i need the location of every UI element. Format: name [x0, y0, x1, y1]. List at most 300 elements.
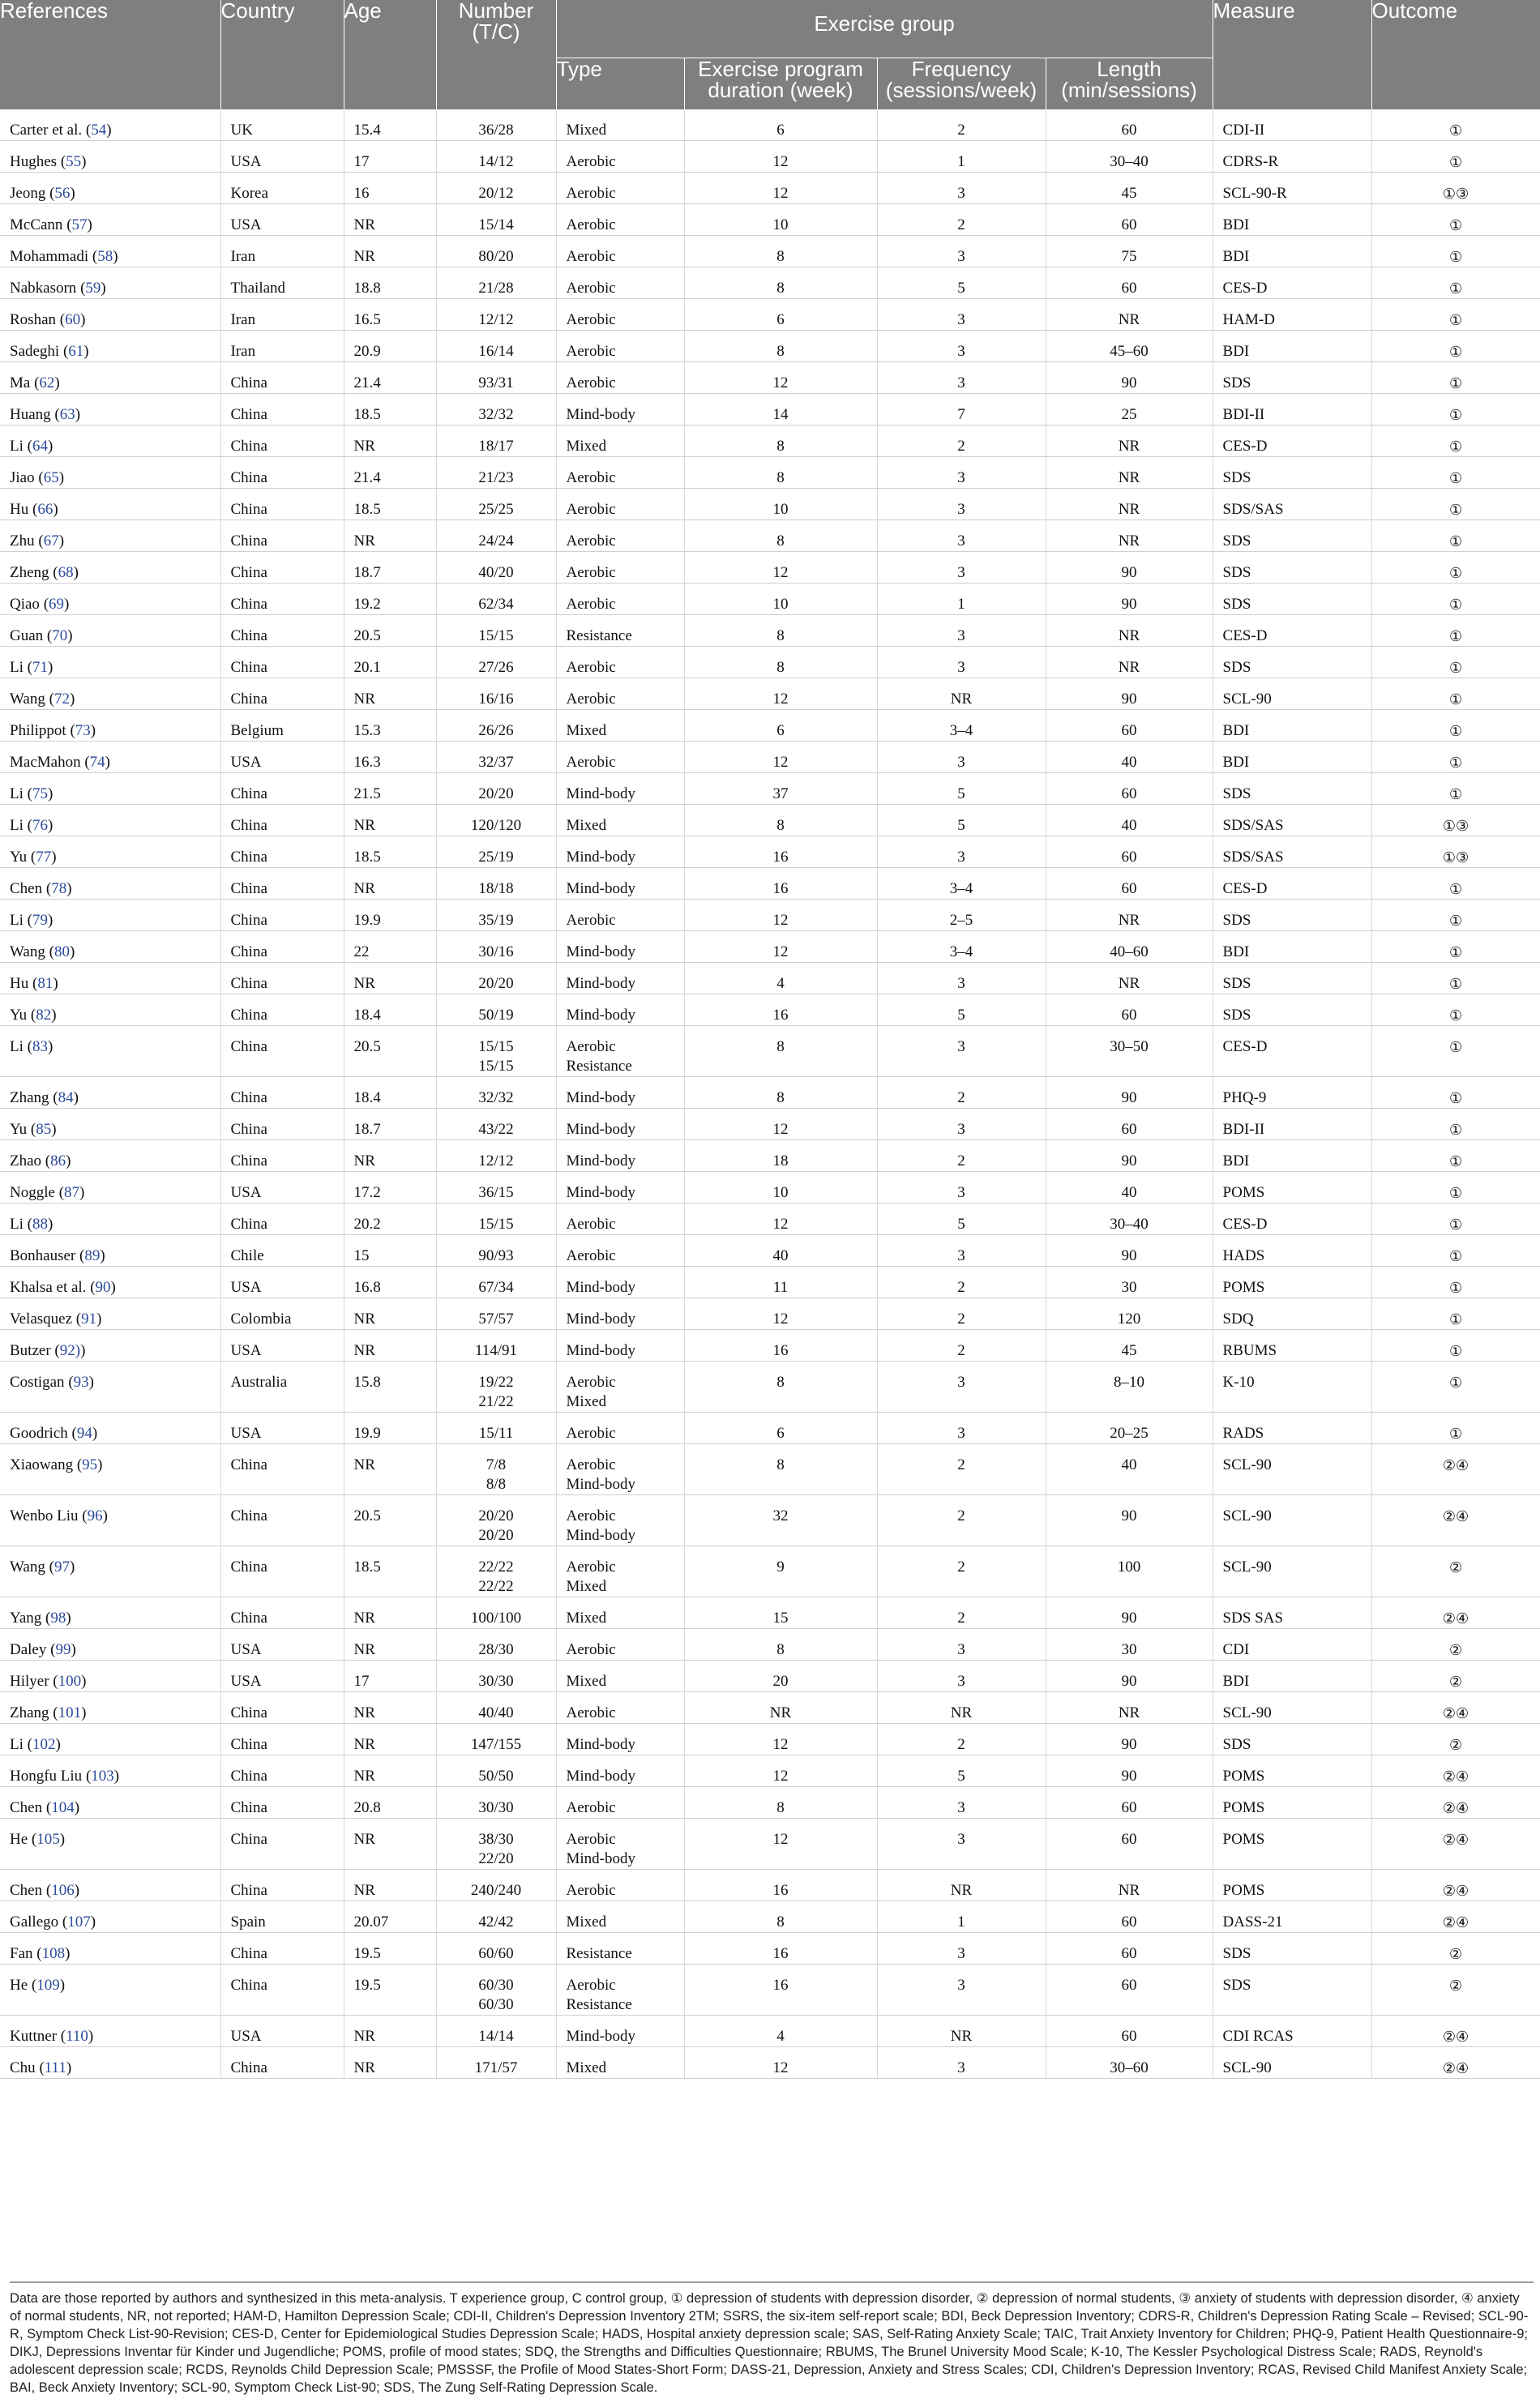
cell-measure: SCL-90: [1213, 2047, 1371, 2079]
cell-frequency: 2: [877, 1597, 1046, 1629]
cell-author: Goodrich: [10, 1425, 68, 1442]
cell-duration: 4: [684, 963, 877, 994]
cell-frequency: 3: [877, 742, 1046, 773]
cell-outcome: ①③: [1371, 805, 1540, 836]
cell-age: NR: [344, 1298, 436, 1330]
citation-link[interactable]: 63: [59, 406, 75, 423]
cell-measure: CDI: [1213, 1629, 1371, 1661]
cell-number: 120/120: [436, 805, 556, 836]
citation-link[interactable]: 56: [54, 185, 71, 202]
cell-frequency: 2: [877, 1140, 1046, 1172]
citation-link[interactable]: 88: [32, 1216, 48, 1233]
table-row: [0, 457, 1540, 489]
cell-measure: SDS: [1213, 1724, 1371, 1755]
cell-age: 15: [344, 1235, 436, 1267]
cell-duration: 12: [684, 742, 877, 773]
cell-measure: CES-D: [1213, 615, 1371, 647]
cell-age: NR: [344, 1330, 436, 1362]
cell-age: 16.5: [344, 299, 436, 331]
cell-length: NR: [1046, 457, 1213, 489]
cell-type: Mixed: [556, 2047, 684, 2079]
citation-link[interactable]: 61: [68, 343, 84, 360]
cell-country: China: [220, 552, 344, 584]
cell-measure: SDS/SAS: [1213, 836, 1371, 868]
citation-link[interactable]: 108: [41, 1945, 66, 1962]
cell-author: Zhang: [10, 1704, 49, 1721]
cell-duration: 12: [684, 1755, 877, 1787]
cell-outcome: ①: [1371, 1330, 1540, 1362]
cell-type: Mixed: [556, 109, 684, 141]
citation-link[interactable]: 98: [50, 1610, 66, 1627]
cell-duration: 14: [684, 394, 877, 425]
cell-length: 60: [1046, 836, 1213, 868]
cell-age: NR: [344, 868, 436, 900]
cell-number: 30/16: [436, 931, 556, 963]
citation-link[interactable]: 65: [43, 469, 59, 486]
citation-link[interactable]: 58: [97, 248, 113, 265]
cell-length: 30: [1046, 1629, 1213, 1661]
cell-reference: Costigan (93): [0, 1362, 220, 1413]
cell-measure: SDS SAS: [1213, 1597, 1371, 1629]
cell-measure: POMS: [1213, 1755, 1371, 1787]
cell-number: 35/19: [436, 900, 556, 931]
header-measure: Measure: [1213, 0, 1371, 109]
cell-number: 15/15: [436, 615, 556, 647]
citation-link[interactable]: 91: [81, 1311, 97, 1328]
citation-link[interactable]: 54: [91, 122, 107, 139]
citation-link[interactable]: 92): [59, 1342, 81, 1359]
cell-number: 57/57: [436, 1298, 556, 1330]
cell-age: NR: [344, 1629, 436, 1661]
cell-measure: RADS: [1213, 1413, 1371, 1444]
cell-measure: SDS: [1213, 362, 1371, 394]
table-row: [0, 1870, 1540, 1901]
table-row: [0, 520, 1540, 552]
citation-link[interactable]: 109: [36, 1977, 60, 1994]
cell-measure: SDS: [1213, 1933, 1371, 1965]
cell-number: 15/11: [436, 1413, 556, 1444]
header-number: Number (T/C): [436, 0, 556, 109]
cell-type: Mixed: [556, 1901, 684, 1933]
cell-author: Li: [10, 785, 24, 802]
cell-outcome: ②④: [1371, 1819, 1540, 1870]
cell-number: 22/22 22/22: [436, 1546, 556, 1597]
cell-number: 16/14: [436, 331, 556, 362]
cell-reference: Zhang (84): [0, 1077, 220, 1109]
cell-frequency: 3: [877, 489, 1046, 520]
citation-link[interactable]: 94: [76, 1425, 92, 1442]
cell-length: 90: [1046, 1597, 1213, 1629]
citation-link[interactable]: 81: [37, 975, 53, 992]
cell-measure: SDS: [1213, 900, 1371, 931]
cell-author: Yu: [10, 1007, 28, 1024]
cell-frequency: 3: [877, 1933, 1046, 1965]
cell-duration: 8: [684, 520, 877, 552]
cell-age: 16.3: [344, 742, 436, 773]
cell-age: 20.5: [344, 615, 436, 647]
citation-link[interactable]: 101: [58, 1704, 82, 1721]
cell-author: McCann: [10, 216, 63, 233]
cell-frequency: 2: [877, 425, 1046, 457]
cell-reference: Zheng (68): [0, 552, 220, 584]
table-row: [0, 1413, 1540, 1444]
citation-link[interactable]: 59: [85, 280, 101, 297]
citation-link[interactable]: 82: [36, 1007, 52, 1024]
cell-length: 40: [1046, 1172, 1213, 1204]
cell-duration: 12: [684, 1109, 877, 1140]
citation-link[interactable]: 69: [49, 596, 65, 613]
cell-measure: BDI: [1213, 710, 1371, 742]
cell-reference: Hu (66): [0, 489, 220, 520]
cell-outcome: ②④: [1371, 1597, 1540, 1629]
cell-number: 32/32: [436, 1077, 556, 1109]
citation-link[interactable]: 79: [32, 912, 48, 929]
cell-reference: Mohammadi (58): [0, 236, 220, 267]
cell-age: NR: [344, 2016, 436, 2047]
citation-link[interactable]: 99: [55, 1641, 71, 1658]
cell-frequency: 5: [877, 267, 1046, 299]
cell-number: 21/23: [436, 457, 556, 489]
cell-age: NR: [344, 1755, 436, 1787]
cell-author: MacMahon: [10, 754, 81, 771]
cell-length: 90: [1046, 1140, 1213, 1172]
cell-outcome: ②④: [1371, 1692, 1540, 1724]
citation-link[interactable]: 100: [58, 1673, 82, 1690]
citation-link[interactable]: 64: [32, 438, 48, 455]
table-row: [0, 1140, 1540, 1172]
cell-duration: 12: [684, 141, 877, 173]
citation-link[interactable]: 62: [39, 374, 55, 391]
cell-country: Iran: [220, 236, 344, 267]
cell-country: China: [220, 1204, 344, 1235]
citation-link[interactable]: 71: [32, 659, 48, 676]
cell-reference: Butzer (92)): [0, 1330, 220, 1362]
cell-length: 30–40: [1046, 1204, 1213, 1235]
cell-duration: NR: [684, 1692, 877, 1724]
cell-age: 18.5: [344, 489, 436, 520]
cell-outcome: ①: [1371, 204, 1540, 236]
cell-number: 60/30 60/30: [436, 1965, 556, 2016]
citation-link[interactable]: 105: [36, 1831, 60, 1848]
cell-author: Jiao: [10, 469, 35, 486]
cell-type: Aerobic Mind-body: [556, 1444, 684, 1495]
cell-number: 20/20 20/20: [436, 1495, 556, 1546]
cell-measure: SDQ: [1213, 1298, 1371, 1330]
cell-measure: RBUMS: [1213, 1330, 1371, 1362]
table-row: [0, 236, 1540, 267]
cell-number: 19/22 21/22: [436, 1362, 556, 1413]
citation-link[interactable]: 110: [66, 2028, 88, 2045]
cell-duration: 8: [684, 647, 877, 678]
cell-reference: Zhang (101): [0, 1692, 220, 1724]
cell-duration: 12: [684, 173, 877, 204]
cell-type: Aerobic: [556, 236, 684, 267]
cell-length: 60: [1046, 267, 1213, 299]
cell-age: 20.2: [344, 1204, 436, 1235]
cell-age: NR: [344, 204, 436, 236]
cell-reference: Chen (78): [0, 868, 220, 900]
cell-measure: SDS: [1213, 1965, 1371, 2016]
cell-age: 18.7: [344, 1109, 436, 1140]
cell-reference: Kuttner (110): [0, 2016, 220, 2047]
cell-measure: PHQ-9: [1213, 1077, 1371, 1109]
cell-age: 18.8: [344, 267, 436, 299]
cell-reference: Hu (81): [0, 963, 220, 994]
cell-measure: BDI-II: [1213, 394, 1371, 425]
table-row: [0, 773, 1540, 805]
cell-reference: Velasquez (91): [0, 1298, 220, 1330]
cell-measure: BDI: [1213, 1140, 1371, 1172]
cell-outcome: ①: [1371, 584, 1540, 615]
cell-outcome: ②: [1371, 1546, 1540, 1597]
citation-link[interactable]: 102: [32, 1736, 56, 1753]
cell-outcome: ①③: [1371, 173, 1540, 204]
cell-outcome: ①: [1371, 109, 1540, 141]
cell-author: Butzer: [10, 1342, 51, 1359]
cell-number: 30/30: [436, 1661, 556, 1692]
cell-reference: Wang (97): [0, 1546, 220, 1597]
cell-frequency: 3: [877, 331, 1046, 362]
footnote-text: Data are those reported by authors and synthesized in this meta-analysis. T experience group, C control group, ① depression of students with depression disorder, ② depression of normal students, ③ anxiety of students with depression disorder, ④ anxiety of normal students, NR, not reported; HAM-D, Hamilton Depression Scale; CDI-II, Children's Depression Inventory 2TM; SSRS, the six-item self-report scale; BDI, Beck Depression Inventory; CDRS-R, Children's Depression Rating Scale – Revised; SCL-90-R, Symptom Check List-90-Revision; CES-D, Center for Epidemiological Studies Depression Scale; HADS, Hospital anxiety depression scale; SAS, Self-Rating Anxiety Scale; TAIC, Trait Anxiety Inventory for Children; PHQ-9, Patient Health Questionnaire-9; DIKJ, Depressions Inventar für Kinder und Jugendliche; POMS, profile of mood states; SDQ, the Strengths and Difficulties Questionnaire; RBUMS, The Brunel University Mood Scale; K-10, The Kessler Psychological Distress Scale; RADS, Reynold's adolescent depression scale; RCDS, Reynolds Child Depression Scale; PMSSSF, the Profile of Mood States-Short Form; DASS-21, Depression, Anxiety and Stress Scales; CDI, Children's Depression Inventory; RCAS, Revised Child Manifest Anxiety Scale; BAI, Beck Anxiety Inventory; SCL-90, Symptom Check List-90; SDS, The Zung Self-Rating Depression Scale.: [10, 2291, 1529, 2395]
cell-type: Mind-body: [556, 2016, 684, 2047]
cell-country: USA: [220, 204, 344, 236]
cell-age: 20.5: [344, 1026, 436, 1077]
cell-outcome: ①: [1371, 647, 1540, 678]
cell-outcome: ①: [1371, 1204, 1540, 1235]
cell-number: 80/20: [436, 236, 556, 267]
cell-country: USA: [220, 1330, 344, 1362]
cell-frequency: 3: [877, 362, 1046, 394]
cell-duration: 8: [684, 615, 877, 647]
cell-number: 25/25: [436, 489, 556, 520]
cell-number: 240/240: [436, 1870, 556, 1901]
cell-type: Aerobic: [556, 299, 684, 331]
cell-outcome: ①: [1371, 678, 1540, 710]
citation-link[interactable]: 76: [32, 817, 48, 834]
cell-number: 20/20: [436, 963, 556, 994]
cell-type: Aerobic: [556, 552, 684, 584]
table-row: [0, 331, 1540, 362]
citation-link[interactable]: 72: [53, 691, 70, 708]
cell-frequency: 3: [877, 520, 1046, 552]
cell-age: 15.4: [344, 109, 436, 141]
cell-age: 20.07: [344, 1901, 436, 1933]
cell-country: China: [220, 1140, 344, 1172]
citation-link[interactable]: 97: [53, 1559, 70, 1576]
cell-measure: SDS: [1213, 552, 1371, 584]
citation-link[interactable]: 107: [67, 1913, 91, 1931]
cell-country: China: [220, 457, 344, 489]
cell-duration: 16: [684, 994, 877, 1026]
cell-age: 22: [344, 931, 436, 963]
table-row: [0, 1172, 1540, 1204]
cell-country: USA: [220, 1661, 344, 1692]
cell-author: Bonhauser: [10, 1247, 76, 1264]
citation-link[interactable]: 106: [51, 1882, 75, 1899]
cell-number: 38/30 22/20: [436, 1819, 556, 1870]
cell-number: 100/100: [436, 1597, 556, 1629]
citation-link[interactable]: 57: [71, 216, 88, 233]
cell-frequency: 3: [877, 1629, 1046, 1661]
cell-type: Mixed: [556, 710, 684, 742]
header-exercise-group: Exercise group: [556, 0, 1213, 58]
citation-link[interactable]: 55: [66, 153, 82, 170]
cell-measure: CES-D: [1213, 1204, 1371, 1235]
citation-link[interactable]: 67: [43, 532, 59, 549]
cell-duration: 12: [684, 678, 877, 710]
cell-frequency: 1: [877, 584, 1046, 615]
cell-measure: BDI: [1213, 1661, 1371, 1692]
table-row: [0, 299, 1540, 331]
cell-frequency: 3: [877, 1172, 1046, 1204]
cell-reference: Wang (72): [0, 678, 220, 710]
cell-outcome: ①: [1371, 1109, 1540, 1140]
cell-outcome: ①: [1371, 141, 1540, 173]
cell-reference: Zhu (67): [0, 520, 220, 552]
citation-link[interactable]: 84: [58, 1089, 74, 1106]
cell-author: Li: [10, 1216, 24, 1233]
cell-age: 18.4: [344, 1077, 436, 1109]
cell-author: Li: [10, 659, 24, 676]
cell-outcome: ①: [1371, 331, 1540, 362]
cell-type: Aerobic: [556, 141, 684, 173]
cell-country: China: [220, 1692, 344, 1724]
cell-length: 90: [1046, 1724, 1213, 1755]
citation-link[interactable]: 74: [89, 754, 105, 771]
table-row: [0, 1692, 1540, 1724]
cell-age: 18.5: [344, 1546, 436, 1597]
cell-country: China: [220, 1597, 344, 1629]
citation-link[interactable]: 95: [82, 1456, 98, 1473]
citation-link[interactable]: 78: [51, 880, 67, 897]
cell-type: Aerobic: [556, 1629, 684, 1661]
citation-link[interactable]: 70: [52, 627, 68, 644]
cell-measure: CES-D: [1213, 267, 1371, 299]
citation-link[interactable]: 96: [87, 1507, 103, 1524]
cell-type: Mixed: [556, 805, 684, 836]
cell-outcome: ②: [1371, 1933, 1540, 1965]
cell-type: Mind-body: [556, 1330, 684, 1362]
citation-link[interactable]: 90: [95, 1279, 111, 1296]
citation-link[interactable]: 87: [64, 1184, 80, 1201]
cell-country: USA: [220, 2016, 344, 2047]
cell-duration: 16: [684, 1933, 877, 1965]
cell-frequency: 3: [877, 1235, 1046, 1267]
citation-link[interactable]: 86: [50, 1152, 66, 1169]
cell-length: 60: [1046, 1933, 1213, 1965]
table-row: [0, 267, 1540, 299]
cell-number: 32/32: [436, 394, 556, 425]
header-length: Length (min/sessions): [1046, 58, 1213, 109]
cell-frequency: 3: [877, 173, 1046, 204]
cell-length: 30–60: [1046, 2047, 1213, 2079]
cell-reference: Qiao (69): [0, 584, 220, 615]
cell-length: 60: [1046, 109, 1213, 141]
cell-frequency: 2: [877, 1724, 1046, 1755]
cell-duration: 8: [684, 1901, 877, 1933]
cell-length: 100: [1046, 1546, 1213, 1597]
cell-reference: Yang (98): [0, 1597, 220, 1629]
citation-link[interactable]: 60: [65, 311, 81, 328]
table-row: [0, 805, 1540, 836]
cell-length: NR: [1046, 520, 1213, 552]
cell-number: 50/19: [436, 994, 556, 1026]
table-row: [0, 1597, 1540, 1629]
cell-frequency: 2–5: [877, 900, 1046, 931]
cell-frequency: 2: [877, 1330, 1046, 1362]
citation-link[interactable]: 68: [58, 564, 74, 581]
cell-type: Aerobic Mixed: [556, 1546, 684, 1597]
cell-country: China: [220, 615, 344, 647]
cell-country: UK: [220, 109, 344, 141]
cell-length: NR: [1046, 1692, 1213, 1724]
cell-reference: Gallego (107): [0, 1901, 220, 1933]
header-duration: Exercise program duration (week): [684, 58, 877, 109]
table-row: [0, 1267, 1540, 1298]
cell-duration: 11: [684, 1267, 877, 1298]
cell-duration: 6: [684, 299, 877, 331]
citation-link[interactable]: 85: [36, 1121, 52, 1138]
citation-link[interactable]: 83: [32, 1038, 48, 1055]
table-row: [0, 552, 1540, 584]
cell-author: Li: [10, 817, 24, 834]
citation-link[interactable]: 111: [44, 2059, 66, 2076]
cell-length: 60: [1046, 1901, 1213, 1933]
cell-frequency: 3: [877, 236, 1046, 267]
cell-type: Aerobic: [556, 1204, 684, 1235]
cell-age: 18.5: [344, 836, 436, 868]
table-row: [0, 1026, 1540, 1077]
citation-link[interactable]: 77: [36, 849, 52, 866]
cell-reference: Philippot (73): [0, 710, 220, 742]
cell-type: Aerobic Mixed: [556, 1362, 684, 1413]
cell-author: Chen: [10, 1799, 43, 1816]
citation-link[interactable]: 73: [75, 722, 91, 739]
header-country: Country: [220, 0, 344, 109]
cell-number: 43/22: [436, 1109, 556, 1140]
citation-link[interactable]: 89: [84, 1247, 101, 1264]
cell-age: 21.4: [344, 362, 436, 394]
cell-length: 120: [1046, 1298, 1213, 1330]
cell-country: China: [220, 425, 344, 457]
cell-number: 15/14: [436, 204, 556, 236]
cell-measure: SDS/SAS: [1213, 805, 1371, 836]
cell-frequency: 2: [877, 204, 1046, 236]
table-row: [0, 109, 1540, 141]
cell-duration: 8: [684, 331, 877, 362]
citation-link[interactable]: 103: [91, 1768, 114, 1785]
cell-country: China: [220, 900, 344, 931]
cell-duration: 40: [684, 1235, 877, 1267]
cell-length: 60: [1046, 710, 1213, 742]
citation-link[interactable]: 104: [51, 1799, 75, 1816]
citation-link[interactable]: 75: [32, 785, 48, 802]
cell-country: Belgium: [220, 710, 344, 742]
citation-link[interactable]: 80: [53, 943, 70, 960]
cell-measure: SCL-90: [1213, 678, 1371, 710]
citation-link[interactable]: 93: [73, 1374, 89, 1391]
cell-outcome: ②④: [1371, 1787, 1540, 1819]
cell-type: Mixed: [556, 1661, 684, 1692]
cell-outcome: ②④: [1371, 1755, 1540, 1787]
cell-length: 90: [1046, 552, 1213, 584]
cell-number: 15/15: [436, 1204, 556, 1235]
cell-measure: POMS: [1213, 1267, 1371, 1298]
cell-type: Aerobic: [556, 173, 684, 204]
cell-frequency: 5: [877, 994, 1046, 1026]
table-row: [0, 931, 1540, 963]
citation-link[interactable]: 66: [37, 501, 53, 518]
